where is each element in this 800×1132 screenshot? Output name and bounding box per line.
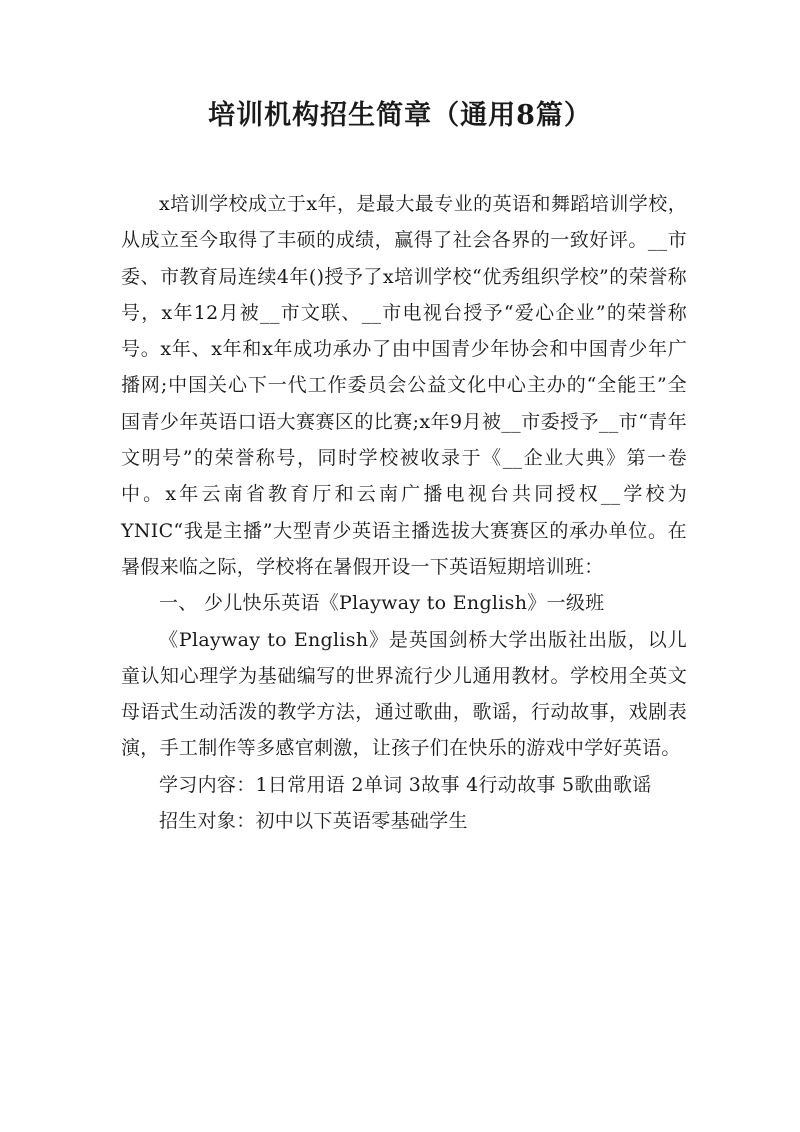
course-description-paragraph: 《Playway to English》是英国剑桥大学出版社出版，以儿童认知心理学为基础编写的世界流行少儿通用教材。学校用全英文母语式生动活泼的教学方法，通过歌曲，歌谣，行动故事，戏剧表演，手工制作等多感官刺激，让孩子们在快乐的游戏中学好英语。 xyxy=(121,628,687,760)
document-title: 培训机构招生简章（通用8篇） xyxy=(208,100,592,131)
enrollment-target-paragraph: 招生对象：初中以下英语零基础学生 xyxy=(159,810,468,833)
document-body xyxy=(121,186,687,839)
section-heading: 一、 少儿快乐英语《Playway to English》一级班 xyxy=(159,592,605,615)
intro-paragraph: x培训学校成立于x年，是最大最专业的英语和舞蹈培训学校，从成立至今取得了丰硕的成绩，赢得了社会各界的一致好评。__市委、市教育局连续4年()授予了x培训学校“优秀组织学校”的荣誉称号，x年12月被__市文联、__市电视台授予“爱心企业”的荣誉称号。x年、x年和x年成功承办了由中国青少年协会和中国青少年广播网;中国关心下一代工作委员会公益文化中心主办的“全能王”全国青少年英语口语大赛赛区的比赛;x年9月被__市委授予__市“青年文明号”的荣誉称号，同时学校被收录于《__企业大典》第一卷中。x年云南省教育厅和云南广播电视台共同授权__学校为YNIC“我是主播”大型青少英语主播选拔大赛赛区的承办单位。在暑假来临之际，学校将在暑假开设一下英语短期培训班： xyxy=(121,193,687,578)
learning-content-paragraph: 学习内容：1日常用语 2单词 3故事 4行动故事 5歌曲歌谣 xyxy=(159,773,652,796)
